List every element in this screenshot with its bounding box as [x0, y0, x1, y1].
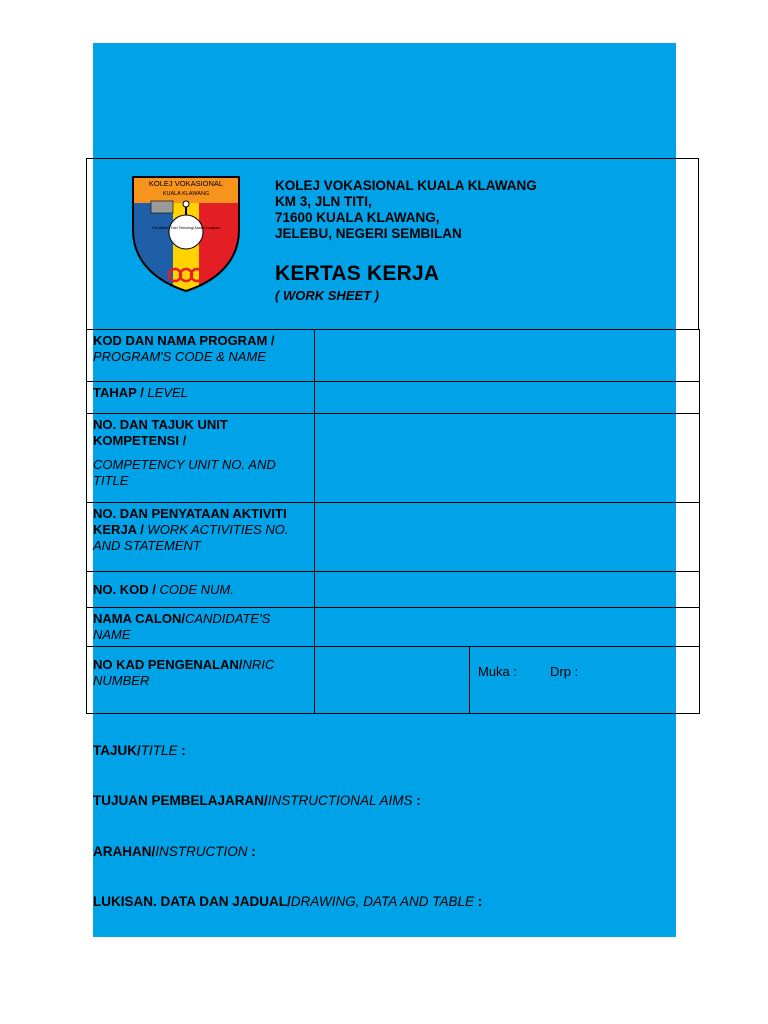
section-drawing-italic: DRAWING, DATA AND TABLE: [290, 894, 475, 909]
logo-center-text: Pendidikan Dan Teknologi Asas Kemajuan: [152, 226, 220, 230]
candidate-name-label: [87, 608, 315, 647]
section-drawing-bold: LUKISAN. DATA DAN JADUAL/: [93, 894, 291, 909]
competency-label-italic: COMPETENCY UNIT NO. AND TITLE: [93, 457, 276, 488]
nric-label: [87, 647, 315, 714]
address-line-2: 71600 KUALA KLAWANG,: [275, 210, 440, 225]
document-subtitle: ( WORK SHEET ): [275, 288, 379, 303]
program-label-italic: PROGRAM'S CODE & NAME: [93, 349, 266, 364]
muka-label: Muka :: [478, 664, 518, 679]
institution-address-block: [275, 178, 537, 242]
table-row: [87, 382, 700, 414]
code-label-italic: CODE NUM.: [159, 581, 234, 597]
nric-value[interactable]: [315, 647, 470, 714]
candidate-name-label-italic: CANDIDATE'S NAME: [93, 611, 271, 642]
nric-label-bold: NO KAD PENGENALAN/: [93, 657, 243, 672]
level-value[interactable]: [315, 382, 700, 414]
section-instruction-italic: INSTRUCTION: [155, 844, 248, 859]
section-title-italic: TITLE: [140, 743, 178, 758]
document-title: KERTAS KERJA: [275, 262, 440, 285]
level-label-italic: LEVEL: [147, 385, 188, 400]
table-row: [87, 572, 700, 608]
page-number-cell: [470, 647, 700, 714]
colon: :: [247, 844, 256, 859]
worksheet-info-table: [86, 329, 700, 714]
candidate-name-value[interactable]: [315, 608, 700, 647]
drp-label: Drp :: [550, 664, 579, 679]
program-label-bold: KOD DAN NAMA PROGRAM /: [93, 333, 275, 348]
address-line-1: KM 3, JLN TITI,: [275, 194, 372, 209]
work-activity-label-italic: WORK ACTIVITIES NO. AND STATEMENT: [93, 522, 289, 553]
section-instruction: [93, 844, 256, 859]
code-value[interactable]: [315, 572, 700, 608]
section-aims-bold: TUJUAN PEMBELAJARAN/: [93, 793, 268, 808]
level-label: [87, 382, 315, 414]
work-activity-value[interactable]: [315, 503, 700, 572]
work-activity-label-bold: NO. DAN PENYATAAN AKTIVITI KERJA /: [93, 506, 287, 537]
colon: :: [474, 894, 483, 909]
section-title-bold: TAJUK/: [93, 743, 141, 758]
logo-top-text2: KUALA KLAWANG: [162, 191, 210, 197]
logo-top-text1: KOLEJ VOKASIONAL: [148, 179, 224, 188]
code-label-bold: NO. KOD /: [93, 581, 160, 597]
table-row: [87, 414, 700, 503]
program-label: [87, 330, 315, 382]
competency-label: [87, 414, 315, 503]
program-value[interactable]: [315, 330, 700, 382]
competency-label-bold: NO. DAN TAJUK UNIT KOMPETENSI /: [93, 417, 228, 448]
table-row: [87, 330, 700, 382]
work-activity-label: [87, 503, 315, 572]
address-line-3: JELEBU, NEGERI SEMBILAN: [275, 226, 462, 241]
code-label: [87, 572, 315, 608]
nric-label-italic: NRIC NUMBER: [93, 657, 275, 688]
table-row: [87, 608, 700, 647]
section-aims: [93, 793, 421, 808]
college-crest-logo: [131, 175, 241, 293]
table-row: [87, 503, 700, 572]
section-aims-italic: INSTRUCTIONAL AIMS: [267, 793, 413, 808]
colon: :: [412, 793, 421, 808]
candidate-name-label-bold: NAMA CALON/: [93, 611, 185, 626]
level-label-bold: TAHAP /: [93, 385, 148, 400]
section-instruction-bold: ARAHAN/: [93, 844, 156, 859]
colon: :: [177, 743, 186, 758]
institution-name: KOLEJ VOKASIONAL KUALA KLAWANG: [275, 178, 537, 193]
section-drawing: [93, 894, 482, 909]
table-row: [87, 647, 700, 714]
competency-value[interactable]: [315, 414, 700, 503]
section-title: [93, 743, 186, 758]
